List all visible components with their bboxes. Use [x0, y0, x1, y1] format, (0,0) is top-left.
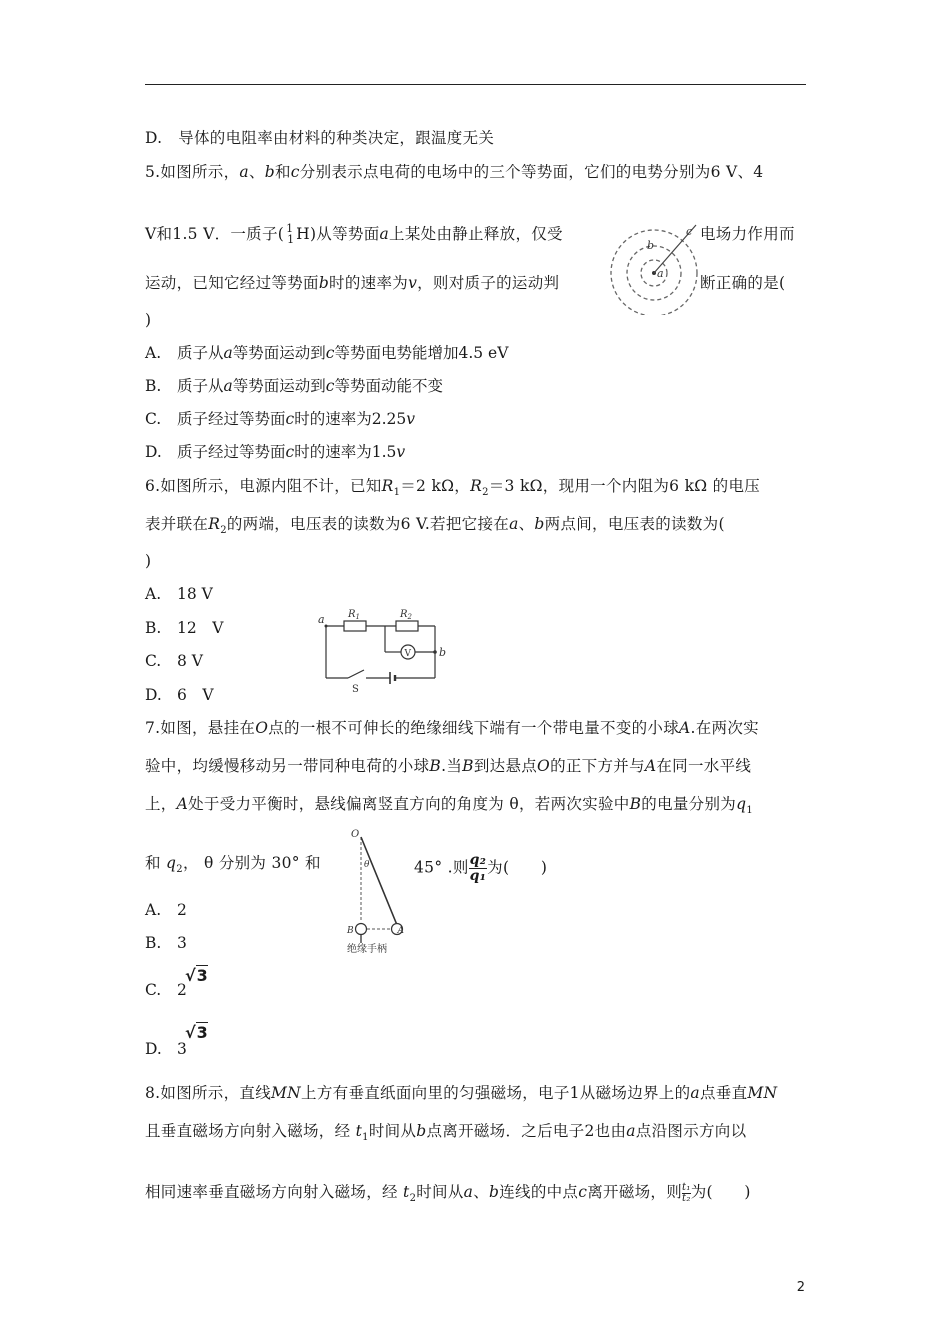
equipotential-figure	[610, 205, 702, 315]
node-b	[433, 650, 437, 654]
q5-option-b: B. 质子从a等势面运动到c等势面动能不变	[145, 377, 443, 395]
circuit-figure	[310, 602, 460, 694]
q5-option-c: C. 质子经过等势面c时的速率为2.25v	[145, 410, 415, 428]
switch-s	[348, 670, 364, 678]
label-a: A	[397, 926, 404, 936]
page-number: 2	[796, 1280, 805, 1295]
q7-option-c-sqrt: √3	[185, 966, 208, 985]
label-c: c	[686, 225, 693, 238]
label-switch: S	[352, 684, 359, 694]
label-a: a	[318, 613, 325, 626]
q4-option-d: D. 导体的电阻率由材料的种类决定，跟温度无关	[145, 129, 495, 147]
q7-option-d: D. 3	[145, 1040, 187, 1058]
label-theta: θ	[364, 860, 370, 870]
node-a	[325, 625, 328, 628]
label-a: a	[657, 267, 664, 280]
q5-line-3: 运动，已知它经过等势面b时的速率为v，则对质子的运动判	[145, 274, 560, 292]
q8-line-2: 且垂直磁场方向射入磁场，经 $t_1$时间从b点离开磁场．之后电子2也由a点沿图示方向以	[145, 1122, 747, 1144]
q6-option-c: C. 8 V	[145, 652, 203, 670]
resistor-r1	[344, 621, 366, 631]
q7-line-1: 7.如图，悬挂在O点的一根不可伸长的绝缘细线下端有一个带电量不变的小球A.在两次实	[145, 719, 759, 737]
q6-option-b: B. 12 V	[145, 619, 224, 637]
q7-fraction: $\frac{\text{q₂}}{\text{q₁}}$	[469, 852, 487, 884]
q7-option-b: B. 3	[145, 934, 187, 952]
q6-option-d: D. 6 V	[145, 686, 214, 704]
q7-option-c: C. 2	[145, 981, 187, 999]
q6-line-2: 表并联在$R_2$的两端，电压表的读数为6 V.若把它接在a、b两点间，电压表的读数为(	[145, 515, 725, 537]
q8-line-3: 相同速率垂直磁场方向射入磁场，经 $t_2$时间从a、b连线的中点c离开磁场，则 $\frac{\text{t₁}}{\text{t₂}}$为( )	[145, 1181, 751, 1205]
q7-line-4-left: 和 $q_2$， θ 分别为 30° 和	[145, 854, 321, 876]
label-voltmeter: V	[404, 649, 411, 659]
q6-line-3: )	[145, 552, 152, 570]
q5-line-3-right: 断正确的是(	[700, 274, 786, 292]
ball-b	[356, 924, 367, 935]
q5-option-d: D. 质子经过等势面c时的速率为1.5v	[145, 443, 406, 461]
label-r1: $R_1$	[348, 609, 360, 621]
header-rule	[145, 84, 806, 85]
q7-option-d-sqrt: √3	[185, 1023, 208, 1042]
q7-option-a: A. 2	[145, 901, 187, 919]
q6-option-a: A. 18 V	[145, 585, 213, 603]
q6-line-1: 6.如图所示，电源内阻不计，已知$R_1=2$ kΩ，$R_2=3$ kΩ，现用一个内阻为6 kΩ 的电压	[145, 477, 761, 499]
label-b: B	[347, 926, 354, 936]
label-o: O	[351, 829, 360, 840]
q5-line-2-right: 电场力作用而	[700, 225, 795, 243]
pendulum-figure	[335, 825, 405, 955]
q7-line-3: 上，A处于受力平衡时，悬线偏离竖直方向的角度为 θ，若两次实验中B的电量分别为$q_1$	[145, 795, 753, 817]
q7-line-2: 验中，均缓慢移动另一带同种电荷的小球B.当B到达悬点O的正下方并与A在同一水平线	[145, 757, 752, 775]
resistor-r2	[396, 621, 418, 631]
q8-line-1: 8.如图所示，直线MN上方有垂直纸面向里的匀强磁场，电子1从磁场边界上的a点垂直MN	[145, 1084, 778, 1102]
q8-fraction: $\frac{\text{t₁}}{\text{t₂}}$	[682, 1181, 691, 1204]
label-b: b	[647, 239, 655, 252]
label-handle: 绝缘手柄	[347, 944, 387, 955]
label-b: b	[439, 646, 447, 659]
q5-line-1: 5.如图所示，a、b和c分别表示点电荷的电场中的三个等势面，它们的电势分别为6 V、4	[145, 163, 764, 181]
q5-line-2: V和1.5 V．一质子( 1 1 H)从等势面a上某处由静止释放，仅受	[145, 222, 563, 246]
label-r2: $R_2$	[400, 609, 412, 621]
q5-option-a: A. 质子从a等势面运动到c等势面电势能增加4.5 eV	[145, 344, 509, 362]
q5-line-4: )	[145, 311, 152, 329]
q7-line-4-right: 45° .则 $\frac{\text{q₂}}{\text{q₁}}$ 为( )	[414, 852, 548, 884]
thread	[361, 837, 397, 925]
